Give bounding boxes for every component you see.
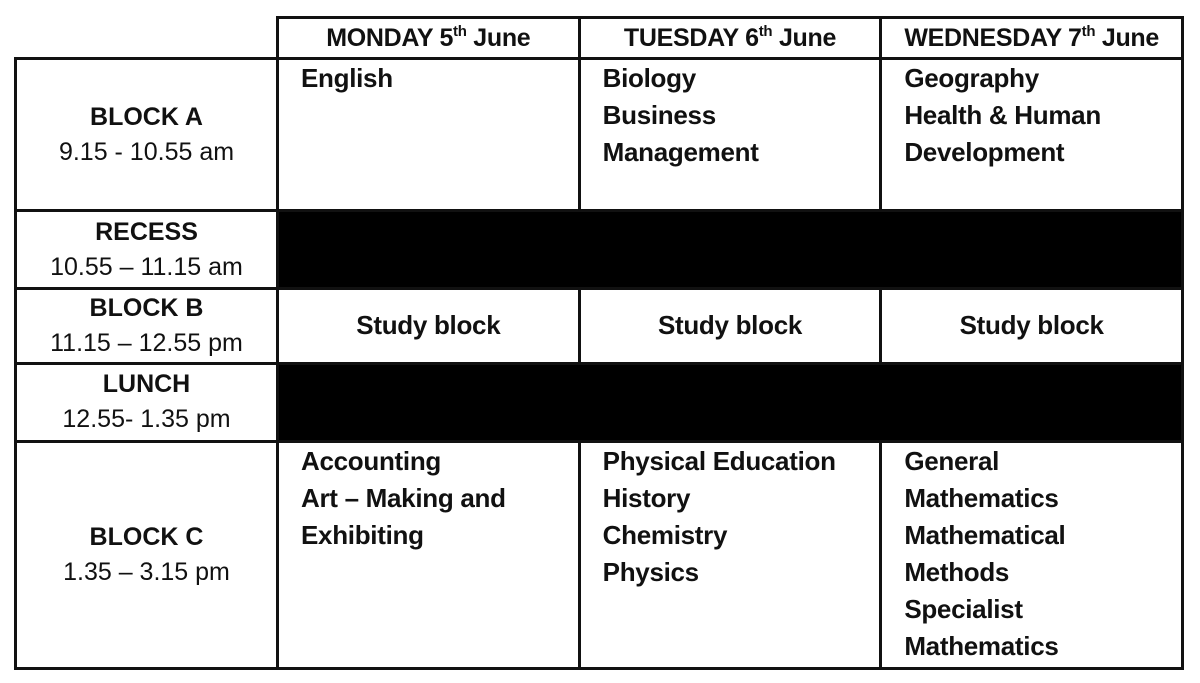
subject-entry: Art – Making and — [301, 482, 506, 513]
lunch-slot — [16, 363, 278, 441]
subject-entry: Accounting — [301, 445, 441, 476]
slot-time: 11.15 – 12.55 pm — [50, 328, 243, 357]
subject-entry: Chemistry — [602, 519, 728, 550]
slot-name: RECESS — [95, 217, 198, 246]
subject-entry: Physical Education — [602, 445, 836, 476]
subject-entry: Mathematics — [904, 482, 1059, 513]
slot-name: BLOCK B — [89, 293, 204, 322]
recess-blackout — [278, 210, 1183, 288]
subject-entry: Mathematics — [904, 630, 1059, 661]
block-b-monday-cell: Study block — [278, 289, 580, 363]
subject-entry: Business — [602, 100, 716, 131]
subject-entry: Mathematical — [904, 519, 1066, 550]
subject-entry: Geography — [904, 63, 1039, 94]
slot-name: BLOCK C — [89, 522, 204, 551]
subject-entry: Methods — [904, 556, 1010, 587]
block-c-slot — [16, 441, 278, 668]
slot-name: LUNCH — [102, 370, 191, 399]
slot-time: 10.55 – 11.15 am — [50, 252, 243, 281]
recess-row — [16, 210, 1183, 288]
block-b-slot — [16, 289, 278, 363]
block-b-wednesday-cell: Study block — [881, 289, 1183, 363]
header-row — [16, 18, 1183, 59]
day-header-wednesday: WEDNESDAY 7th June — [881, 18, 1183, 59]
empty-corner-cell — [16, 18, 278, 59]
subject-entry: Development — [904, 137, 1065, 168]
subject-entry: Management — [602, 137, 759, 168]
lunch-blackout — [278, 363, 1183, 441]
recess-slot — [16, 210, 278, 288]
slot-time: 12.55- 1.35 pm — [62, 405, 231, 434]
subject-entry: Biology — [602, 63, 696, 94]
block-a-row — [16, 59, 1183, 211]
slot-time: 1.35 – 3.15 pm — [63, 557, 230, 586]
subject-entry: General — [904, 445, 1000, 476]
subject-entry: Exhibiting — [301, 519, 424, 550]
block-a-monday-cell — [278, 59, 580, 211]
subject-entry: Specialist — [904, 593, 1023, 624]
slot-name: BLOCK A — [90, 102, 203, 131]
day-header-tuesday: TUESDAY 6th June — [579, 18, 881, 59]
slot-time: 9.15 - 10.55 am — [58, 137, 235, 166]
block-b-row — [16, 289, 1183, 363]
block-c-tuesday-cell — [579, 441, 881, 668]
subject-entry: Physics — [602, 556, 699, 587]
block-c-wednesday-cell — [881, 441, 1183, 668]
day-header-monday: MONDAY 5th June — [278, 18, 580, 59]
block-a-slot — [16, 59, 278, 211]
subject-entry: Health & Human — [904, 100, 1101, 131]
exam-timetable — [14, 16, 1184, 670]
block-a-wednesday-cell — [881, 59, 1183, 211]
subject-entry: English — [301, 63, 393, 94]
subject-entry: History — [602, 482, 691, 513]
block-c-monday-cell — [278, 441, 580, 668]
block-c-row — [16, 441, 1183, 668]
lunch-row — [16, 363, 1183, 441]
block-b-tuesday-cell: Study block — [579, 289, 881, 363]
block-a-tuesday-cell — [579, 59, 881, 211]
